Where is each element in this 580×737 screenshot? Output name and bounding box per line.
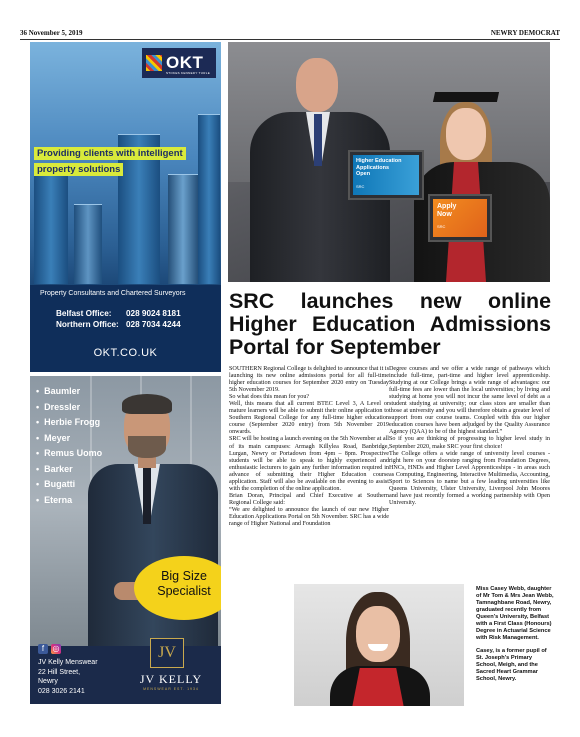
badge-line-2: Specialist	[157, 584, 211, 598]
store-name: JV Kelly Menswear	[38, 659, 98, 666]
article-paragraph: SRC will be hosting a launch evening on the 5th November at all of its main campuses: Armagh Killylea Road, Banbridge, Lurgan, Newry or Portadown from 4pm – 8pm. Prospective students will be able to speak to highly experienced and enthusiastic lecturers to gain any further information required in advance of submitting their Higher Education course application. Staff will also be available on the evening to assist with the completion of the online application.	[229, 436, 389, 492]
article-paragraph: SOUTHERN Regional College is delighted to announce that it is launching its new online admissions portal for all full-time higher education courses for September 2020 entry on Tuesday 5th November 2019.	[229, 366, 389, 394]
badge-line-1: Big Size	[161, 569, 207, 583]
okt-belfast-office	[56, 309, 181, 318]
laptop-screen-text: Open	[356, 171, 371, 177]
jv-kelly-brand-sub: MENSWEAR EST. 1934	[143, 687, 199, 691]
laptop-screen	[348, 150, 424, 200]
laptop-screen-logo: SRC	[356, 183, 365, 189]
skyscraper-image	[198, 114, 220, 284]
article-paragraph: The College offers a wide range of university level courses - right here on your doorstep ranging from Foundation Degrees, HNCs, HNDs and Higher Level Apprenticeships - in areas such as Computing, Engineering, Interactive Multimedia, Accounting, Sport to Sciences to name but a few leading universities like Queens University, Ulster University, Liverpool John Moores and have just recently formed a working partnership with Open University.	[389, 450, 550, 506]
store-street: 22 Hill Street,	[38, 668, 81, 676]
store-phone[interactable]: 028 3026 2141	[38, 687, 85, 695]
tablet-screen	[428, 194, 492, 242]
northern-office-label: Northern Office:	[56, 320, 119, 329]
jv-kelly-logo-icon: JV	[150, 638, 184, 668]
headline-line-3: Portal for September	[229, 335, 441, 359]
okt-logo-text: OKT	[166, 53, 204, 72]
brand-list-item: • Herbie Frogg	[36, 415, 102, 431]
newspaper-name: NEWRY DEMOCRAT	[490, 29, 560, 37]
article-paragraph: Degree courses and we offer a wide range of pathways which include full-time, part-time and higher level apprenticeship. Studying at our College brings a wide range of advantages: our full-time fees are lower than the local universities; by living and studying at home you will not incur the same level of debt as a student studying at university; our class sizes are smaller than those at university and you will therefore obtain a greater level of support from our course teams. Coupled with this our higher education courses have been adjudged by the Quality Assurance Agency (QAA) to be of the highest standard.”	[389, 366, 550, 436]
brand-list-item: • Remus Uomo	[36, 446, 102, 462]
laptop-screen-text: Applications	[356, 164, 390, 171]
northern-office-phone[interactable]: 028 7034 4244	[126, 320, 181, 329]
article-column-1	[229, 366, 389, 528]
page-masthead	[20, 28, 560, 40]
brand-list-item: • Bugatti	[36, 477, 102, 493]
facebook-icon[interactable]: f	[38, 644, 48, 654]
article-paragraph: Brian Doran, Principal and Chief Executive at Southern Regional College said:	[229, 492, 389, 506]
caption-paragraph: Casey, is a former pupil of St. Joseph’s Primary School, Meigh, and the Sacred Heart Grammar School, Newry.	[476, 648, 547, 682]
store-town: Newry	[38, 678, 58, 685]
caption-paragraph: Miss Casey Webb, daughter of Mr Tom & Mrs Jean Webb, Tamnaghbane Road, Newry, graduated recently from Queen’s University, Belfast with a First Class (Honours) Degree in Actuarial Science with Risk Management.	[476, 586, 554, 641]
okt-website-link[interactable]: OKT.CO.UK	[93, 347, 158, 359]
jv-kelly-advertisement[interactable]	[30, 376, 221, 704]
instagram-icon[interactable]: ◎	[52, 644, 60, 653]
article-headline	[229, 290, 551, 359]
tablet-screen-text: Apply	[437, 203, 457, 210]
okt-logo-subtext: STOKES KENNEDY TURLE	[166, 71, 211, 75]
okt-northern-office	[56, 320, 181, 329]
okt-logo-icon	[146, 55, 162, 71]
okt-advertisement[interactable]	[30, 42, 221, 372]
brand-list-item: • Eterna	[36, 493, 102, 509]
skyscraper-image	[74, 204, 102, 284]
page-date: 36 November 5, 2019	[20, 29, 83, 37]
article-paragraph: So if you are thinking of progressing to higher level study in September 2020, make SRC your first choice!	[389, 436, 550, 450]
graduate-caption	[476, 586, 554, 683]
article-paragraph: Well, this means that all current BTEC Level 3, A Level or mature learners will be able to submit their online application to Southern Regional College for any full-time higher education course (September 2020 entry) from 5th November 2019 onwards.	[229, 401, 389, 436]
headline-line-1: SRC launches new online	[229, 289, 551, 313]
laptop-screen-text: Higher Education	[356, 158, 402, 164]
okt-tagline-line-2: property solutions	[34, 163, 123, 176]
brand-list-item: • Barker	[36, 462, 102, 478]
skyscraper-image	[168, 174, 198, 284]
article-main-photo	[228, 42, 550, 282]
article-paragraph: So what does this mean for you?	[229, 394, 310, 401]
social-links	[38, 644, 61, 654]
belfast-office-phone[interactable]: 028 9024 8181	[126, 309, 181, 318]
skyscraper-image	[34, 164, 68, 284]
tablet-screen-logo: SRC	[437, 224, 446, 229]
jv-kelly-footer	[30, 646, 221, 704]
brand-list-item: • Meyer	[36, 431, 102, 447]
brand-list-item: • Dressler	[36, 400, 102, 416]
tablet-screen-text: Now	[437, 211, 452, 218]
store-address	[38, 658, 98, 696]
okt-consultants-text: Property Consultants and Chartered Surveyors	[40, 290, 186, 297]
graduate-photo	[294, 584, 464, 706]
brand-list	[36, 384, 102, 508]
jv-kelly-brand: JV KELLY	[139, 672, 203, 686]
article-column-2	[389, 366, 550, 507]
belfast-office-label: Belfast Office:	[56, 309, 112, 318]
okt-contact-panel	[30, 285, 221, 372]
article-paragraph: “We are delighted to announce the launch of our new Higher Education Applications Portal on 5th November. SRC has a wide range of Higher National and Foundation	[229, 506, 389, 528]
brand-list-item: • Baumler	[36, 384, 102, 400]
headline-line-2: Higher Education Admissions	[229, 312, 551, 336]
okt-logo	[142, 48, 216, 78]
okt-tagline-line-1: Providing clients with intelligent	[34, 147, 186, 160]
